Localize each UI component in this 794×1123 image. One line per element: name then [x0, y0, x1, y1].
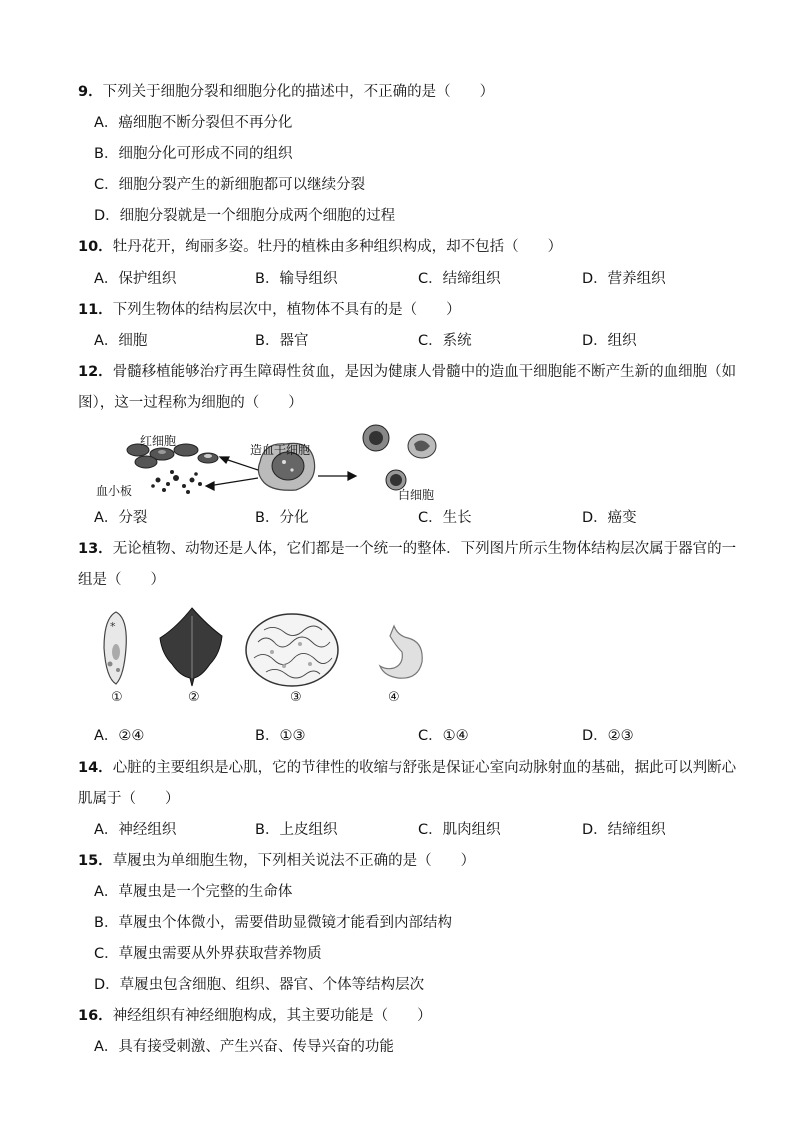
question-stem: 神经组织有神经细胞构成，其主要功能是（ ） [112, 1008, 432, 1024]
figure-label-3: ③ [290, 690, 302, 705]
question-15 [78, 851, 475, 871]
option-c: C．系统 [418, 333, 472, 349]
option-c: C．生长 [418, 510, 472, 526]
question-10 [78, 237, 562, 257]
question-stem-cont: 组是（ ） [78, 572, 165, 588]
option-b: B．分化 [255, 510, 309, 526]
option-b: B．上皮组织 [255, 822, 338, 838]
option-a: A．分裂 [94, 510, 148, 526]
question-12 [78, 362, 736, 382]
option-c: C．细胞分裂产生的新细胞都可以继续分裂 [94, 177, 366, 193]
option-b: B．细胞分化可形成不同的组织 [94, 146, 293, 162]
question-stem: 无论植物、动物还是人体，它们都是一个统一的整体．下列图片所示生物体结构层次属于器官的一 [112, 541, 737, 557]
option-d: D．结缔组织 [582, 822, 666, 838]
option-b: B．①③ [255, 728, 306, 744]
figure-label-1: ① [111, 690, 123, 705]
question-stem: 下列生物体的结构层次中，植物体不具有的是（ ） [112, 302, 461, 318]
option-b: B．草履虫个体微小，需要借助显微镜才能看到内部结构 [94, 915, 452, 931]
question-stem: 骨髓移植能够治疗再生障碍性贫血，是因为健康人骨髓中的造血干细胞能不断产生新的血细胞（如 [112, 364, 737, 380]
question-stem: 草履虫为单细胞生物，下列相关说法不正确的是（ ） [112, 853, 476, 869]
question-stem: 心脏的主要组织是心肌，它的节律性的收缩与舒张是保证心室向动脉射血的基础，据此可以判断心 [112, 760, 737, 776]
paramecium-figure [96, 608, 136, 688]
question-14 [78, 758, 736, 778]
option-d: D．组织 [582, 333, 637, 349]
option-a: A．具有接受刺激、产生兴奋、传导兴奋的功能 [94, 1039, 394, 1055]
svg-text:*: * [110, 620, 116, 633]
stomach-figure [372, 622, 428, 686]
option-b: B．器官 [255, 333, 309, 349]
label-red-cell: 红细胞 [140, 434, 177, 448]
option-d: D．②③ [582, 728, 634, 744]
option-a: A．草履虫是一个完整的生命体 [94, 884, 293, 900]
figure-label-4: ④ [388, 690, 400, 705]
question-stem-cont: 肌属于（ ） [78, 791, 180, 807]
option-d: D．癌变 [582, 510, 637, 526]
question-number: 11． [78, 302, 113, 318]
question-number: 16． [78, 1008, 113, 1024]
option-a: A．保护组织 [94, 271, 177, 287]
option-a: A．神经组织 [94, 822, 177, 838]
question-stem: 下列关于细胞分裂和细胞分化的描述中，不正确的是（ ） [102, 84, 495, 100]
option-c: C．草履虫需要从外界获取营养物质 [94, 946, 322, 962]
question-number: 12． [78, 364, 113, 380]
option-a: A．②④ [94, 728, 145, 744]
question-number: 9． [78, 84, 103, 100]
question-16 [78, 1006, 432, 1026]
option-a: A．癌细胞不断分裂但不再分化 [94, 115, 293, 131]
question-number: 13． [78, 541, 113, 557]
option-a: A．细胞 [94, 333, 148, 349]
option-d: D．营养组织 [582, 271, 666, 287]
tissue-figure [244, 612, 340, 690]
label-white-cell: 白细胞 [398, 488, 435, 502]
question-9 [78, 82, 494, 102]
label-stem-cell: 造血干细胞 [250, 443, 311, 457]
option-d: D．草履虫包含细胞、组织、器官、个体等结构层次 [94, 977, 425, 993]
option-d: D．细胞分裂就是一个细胞分成两个细胞的过程 [94, 208, 396, 224]
leaf-figure [156, 606, 228, 688]
figure-label-2: ② [188, 690, 200, 705]
option-c: C．肌肉组织 [418, 822, 501, 838]
question-11 [78, 300, 461, 320]
white-blood-cells [363, 425, 436, 490]
question-number: 15． [78, 853, 113, 869]
platelets [151, 470, 202, 494]
question-stem: 牡丹花开，绚丽多姿。牡丹的植株由多种组织构成，却不包括（ ） [112, 239, 563, 255]
question-stem-cont: 图），这一过程称为细胞的（ ） [78, 395, 303, 411]
question-13 [78, 539, 736, 559]
question-number: 10． [78, 239, 113, 255]
option-c: C．①④ [418, 728, 469, 744]
option-c: C．结缔组织 [418, 271, 501, 287]
question-number: 14． [78, 760, 113, 776]
option-b: B．输导组织 [255, 271, 338, 287]
label-platelet: 血小板 [96, 484, 133, 498]
